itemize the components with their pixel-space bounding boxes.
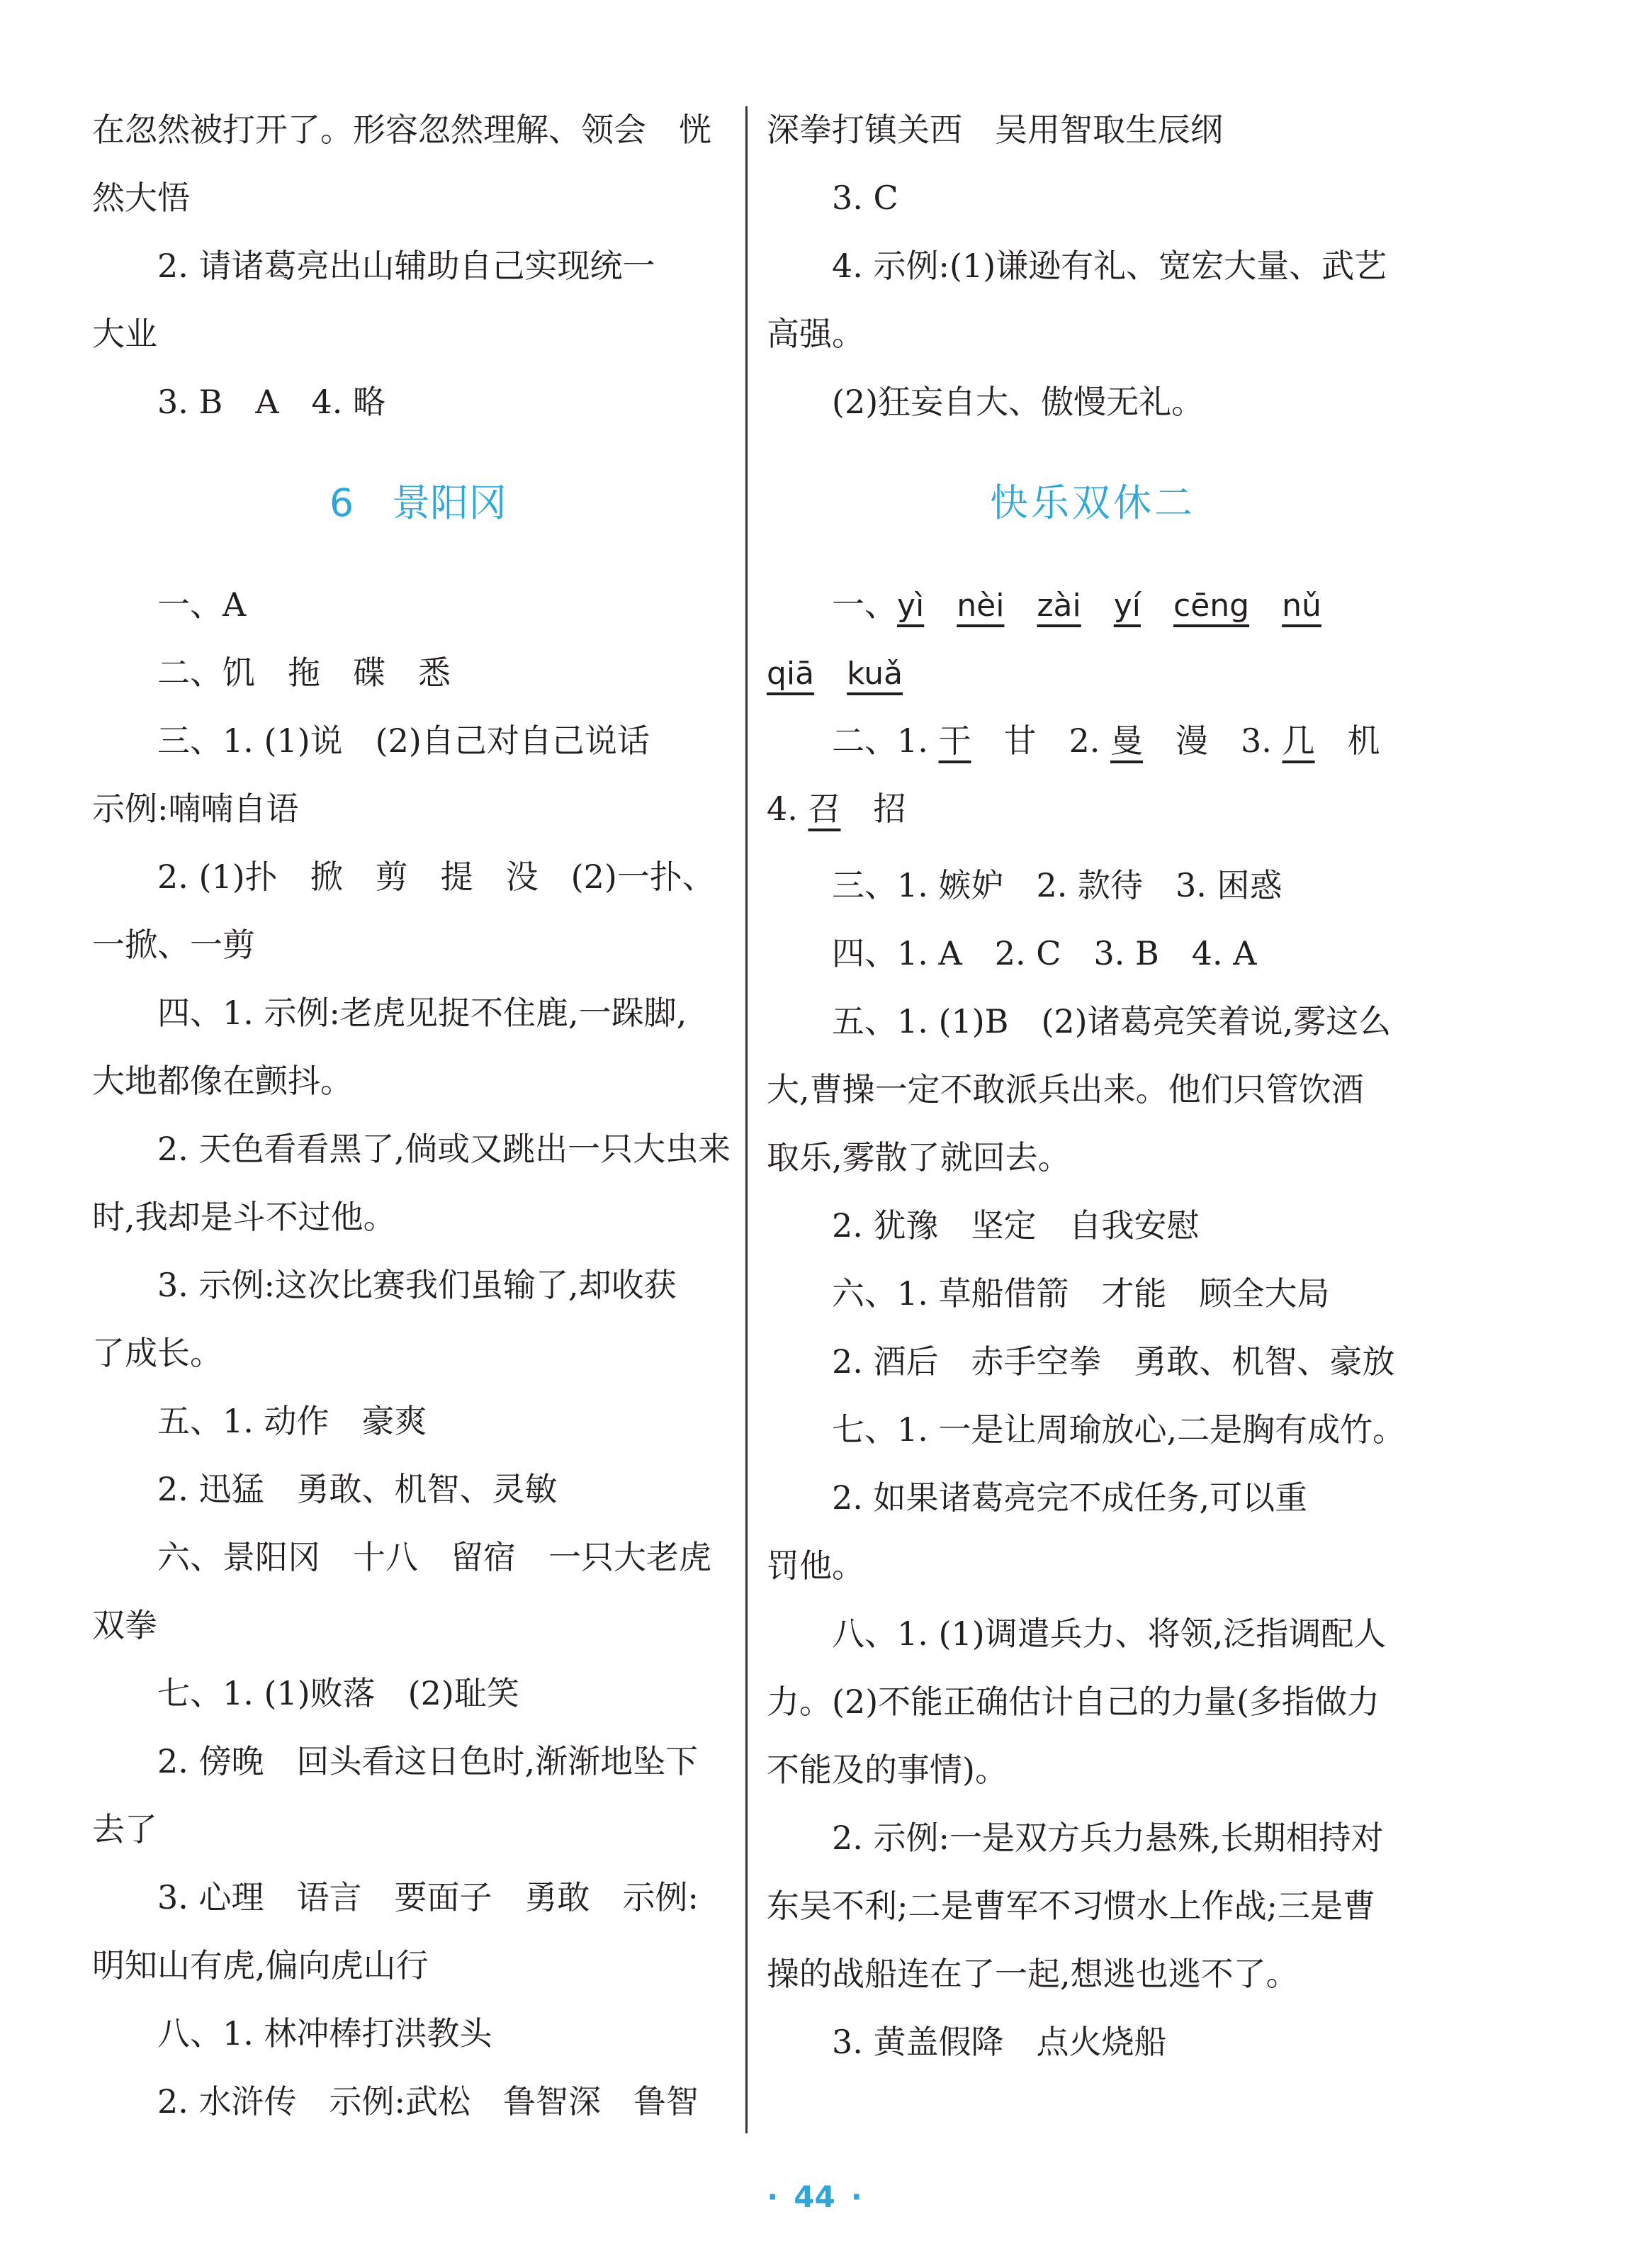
- answer-line: 五、1. (1)B (2)诸葛亮笑着说,雾这么: [832, 1002, 1392, 1040]
- answer-line: 三、1. 嫉妒 2. 款待 3. 困惑: [832, 866, 1283, 904]
- answer-line: [767, 707, 1419, 775]
- pinyin-line: [767, 571, 1419, 639]
- answer-text: 甘 2.: [971, 722, 1111, 760]
- pinyin-answer: zài: [1037, 588, 1081, 624]
- answer-line: 力。(2)不能正确估计自己的力量(多指做力: [767, 1683, 1380, 1721]
- answer-line: 3. 黄盖假降 点火烧船: [832, 2023, 1167, 2061]
- question-number: 一、: [832, 585, 897, 624]
- answer-line: 四、1. A 2. C 3. B 4. A: [832, 934, 1257, 972]
- answer-line: (2)狂妄自大、傲慢无礼。: [832, 383, 1205, 421]
- column-divider: [745, 106, 748, 2133]
- answer-line: 七、1. (1)败落 (2)耻笑: [157, 1674, 519, 1712]
- pinyin-answer: yí: [1113, 588, 1142, 624]
- answer-line: 一掀、一剪: [92, 926, 255, 964]
- answer-line: 四、1. 示例:老虎见捉不住鹿,一跺脚,: [157, 994, 687, 1032]
- answer-line: 五、1. 动作 豪爽: [157, 1402, 427, 1440]
- answer-line: 高强。: [767, 315, 864, 353]
- answer-line: 明知山有虎,偏向虎山行: [92, 1946, 429, 1984]
- answer-line: 2. (1)扑 掀 剪 提 没 (2)一扑、: [157, 858, 715, 896]
- answer-line: 3. C: [832, 179, 898, 217]
- underlined-character: 曼: [1110, 722, 1144, 760]
- answer-line: 示例:喃喃自语: [92, 790, 299, 828]
- answer-line: 罚他。: [767, 1546, 864, 1585]
- answer-line: 六、景阳冈 十八 留宿 一只大老虎: [157, 1538, 711, 1576]
- answer-line: 时,我却是斗不过他。: [92, 1198, 396, 1236]
- pinyin-answer: qiā: [767, 656, 815, 692]
- answer-line: 不能及的事情)。: [767, 1751, 1008, 1789]
- answer-text: 机: [1314, 722, 1380, 760]
- section-title-lesson-6: 6 景阳冈: [329, 481, 507, 525]
- underlined-character: 干: [938, 722, 971, 760]
- page-number: [0, 2179, 1629, 2214]
- answer-line: 在忽然被打开了。形容忽然理解、领会 恍: [92, 111, 711, 149]
- answer-line: 2. 如果诸葛亮完不成任务,可以重: [832, 1478, 1308, 1517]
- pinyin-line: [767, 639, 1419, 707]
- answer-text: 漫 3.: [1143, 722, 1283, 760]
- footer-dot: ·: [850, 2179, 862, 2214]
- answer-line: 2. 示例:一是双方兵力悬殊,长期相持对: [832, 1819, 1384, 1857]
- answer-line: 一、A: [157, 585, 247, 624]
- right-column: [767, 96, 1419, 2076]
- section-title-weekend-2: 快乐双休二: [990, 481, 1195, 525]
- underlined-character: 几: [1282, 722, 1315, 760]
- answer-line: 2. 犹豫 坚定 自我安慰: [832, 1206, 1200, 1245]
- answer-line: 2. 天色看看黑了,倘或又跳出一只大虫来: [157, 1130, 731, 1168]
- answer-line: 深拳打镇关西 吴用智取生辰纲: [767, 111, 1223, 149]
- answer-text: 招: [840, 790, 906, 828]
- answer-line: 八、1. 林冲棒打洪教头: [157, 2014, 492, 2053]
- answer-line: 去了: [92, 1810, 157, 1848]
- answer-line: 然大悟: [92, 179, 190, 217]
- answer-line: 2. 迅猛 勇敢、机智、灵敏: [157, 1470, 558, 1508]
- underlined-character: 召: [808, 790, 841, 828]
- answer-line: 大地都像在颤抖。: [92, 1062, 353, 1100]
- page-number-value: 44: [794, 2179, 835, 2214]
- answer-line: 了成长。: [92, 1334, 222, 1372]
- answer-line: 2. 傍晚 回头看这日色时,渐渐地坠下: [157, 1742, 699, 1780]
- answer-line: 六、1. 草船借箭 才能 顾全大局: [832, 1274, 1330, 1313]
- answer-line: 双拳: [92, 1606, 157, 1644]
- footer-dot: ·: [767, 2179, 779, 2214]
- answer-line: 4. 示例:(1)谦逊有礼、宽宏大量、武艺: [832, 247, 1387, 285]
- answer-line: 八、1. (1)调遣兵力、将领,泛指调配人: [832, 1615, 1387, 1653]
- answer-line: 2. 酒后 赤手空拳 勇敢、机智、豪放: [832, 1342, 1395, 1381]
- answer-line: [767, 775, 1419, 843]
- pinyin-answer: cēng: [1173, 588, 1250, 624]
- answer-text: 二、1.: [832, 722, 939, 760]
- answer-line: 3. B A 4. 略: [157, 383, 386, 421]
- answer-line: 操的战船连在了一起,想逃也逃不了。: [767, 1955, 1299, 1993]
- pinyin-answer: nèi: [957, 588, 1005, 624]
- answer-line: 2. 水浒传 示例:武松 鲁智深 鲁智: [157, 2082, 699, 2121]
- pinyin-answer: yì: [897, 588, 925, 624]
- answer-line: 3. 示例:这次比赛我们虽输了,却收获: [157, 1266, 677, 1304]
- pinyin-answer: nǔ: [1282, 588, 1321, 624]
- answer-text: 4.: [767, 790, 808, 828]
- answer-line: 3. 心理 语言 要面子 勇敢 示例:: [157, 1878, 699, 1916]
- answer-line: 东吴不利;二是曹军不习惯水上作战;三是曹: [767, 1887, 1375, 1925]
- answer-line: 取乐,雾散了就回去。: [767, 1138, 1071, 1177]
- pinyin-answer: kuǎ: [847, 656, 903, 692]
- answer-line: 三、1. (1)说 (2)自己对自己说话: [157, 722, 650, 760]
- answer-line: 大业: [92, 315, 157, 353]
- answer-line: 大,曹操一定不敢派兵出来。他们只管饮酒: [767, 1070, 1364, 1108]
- left-column: [92, 96, 744, 2135]
- answer-line: 2. 请诸葛亮出山辅助自己实现统一: [157, 247, 655, 285]
- answer-line: 二、饥 拖 碟 悉: [157, 653, 451, 692]
- answer-line: 七、1. 一是让周瑜放心,二是胸有成竹。: [832, 1410, 1406, 1449]
